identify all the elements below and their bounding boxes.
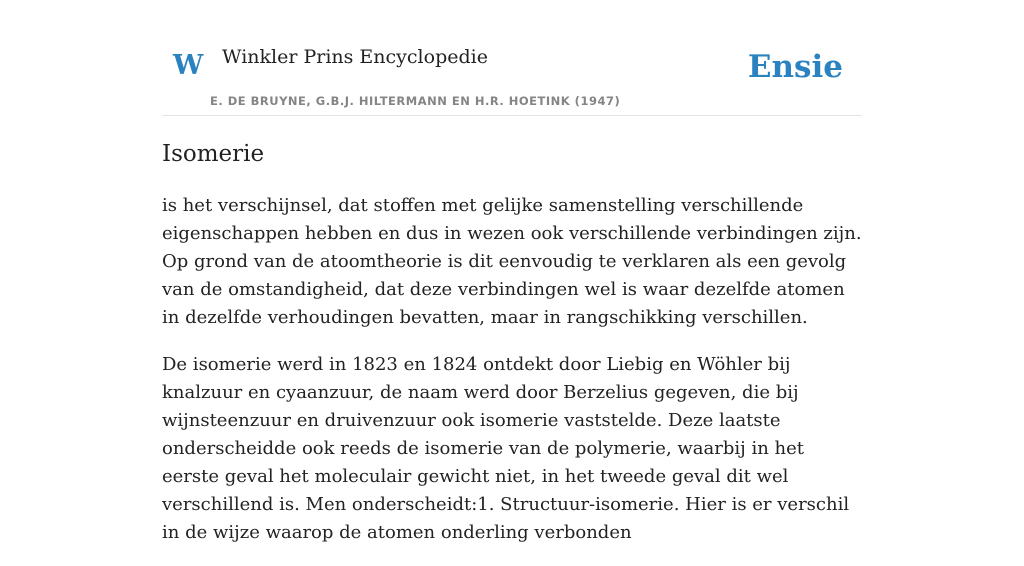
- article-paragraph: is het verschijnsel, dat stoffen met gelijke samenstelling verschillende eigenschappen hebben en dus in wezen ook verschillende verbindingen zijn. Op grond van de atoomtheorie is dit eenvoudig te verklaren als een gevolg van de omstandigheid, dat deze verbindingen wel is waar dezelfde atomen in dezelfde verhoudingen bevatten, maar in rangschikking verschillen.: [162, 195, 862, 328]
- ensie-logo[interactable]: Ensie: [747, 49, 843, 85]
- publication-authors: E. DE BRUYNE, G.B.J. HILTERMANN EN H.R. HOETINK (1947): [210, 94, 621, 108]
- logo-w-icon[interactable]: W: [173, 50, 204, 81]
- site-header: [162, 40, 862, 116]
- publication-title[interactable]: Winkler Prins Encyclopedie: [222, 46, 488, 68]
- article-body: [162, 192, 862, 566]
- article-title: Isomerie: [162, 141, 265, 167]
- article-paragraph: De isomerie werd in 1823 en 1824 ontdekt door Liebig en Wöhler bij knalzuur en cyaanzuur, de naam werd door Berzelius gegeven, die bij wijnsteenzuur en druivenzuur ook isomerie vaststelde. Deze laatste onderscheidde ook reeds de isomerie van de polymerie, waarbij in het eerste geval het moleculair gewicht niet, in het tweede geval dit wel verschillend is. Men onderscheidt:1. Structuur-isomerie. Hier is er verschil in de wijze waarop de atomen onderling verbonden: [162, 354, 850, 543]
